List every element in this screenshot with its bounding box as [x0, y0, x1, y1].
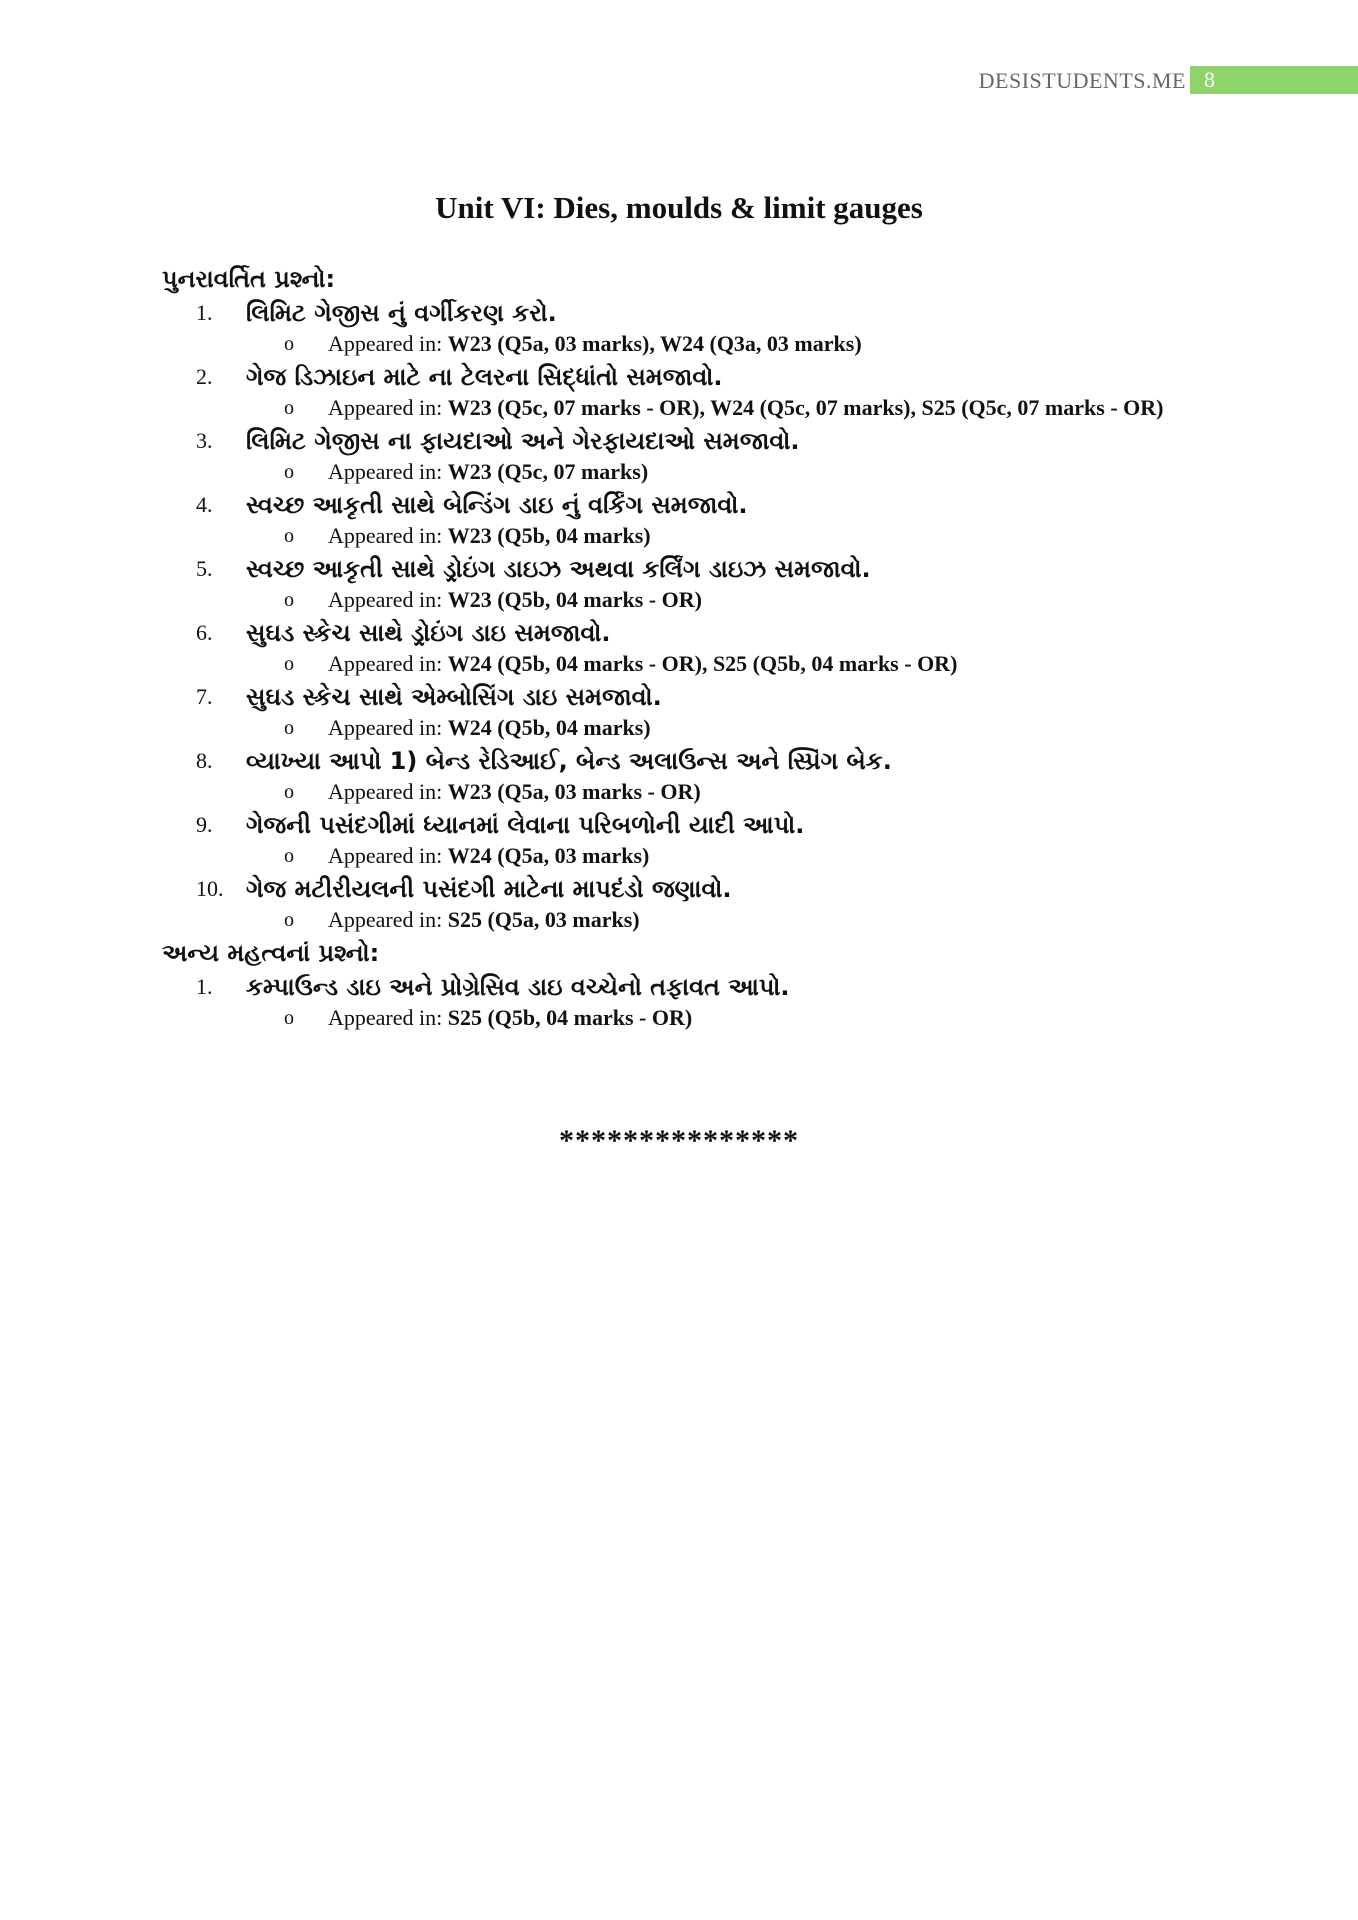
question-text: સુઘડ સ્કેચ સાથે એમ્બોસિંગ ડાઇ સમજાવો. — [246, 683, 662, 711]
question-text: સ્વચ્છ આકૃતી સાથે બેન્ડિંગ ડાઇ નું વર્કિંગ સમજાવો. — [246, 491, 748, 519]
page-header — [0, 66, 1358, 96]
question-number: 9. — [196, 812, 213, 837]
appeared-value: W23 (Q5b, 04 marks) — [447, 523, 651, 548]
appeared-label: Appeared in: — [328, 843, 448, 868]
appeared-value: S25 (Q5a, 03 marks) — [447, 907, 640, 932]
appeared-item — [162, 1004, 1202, 1032]
question-item — [162, 970, 1202, 1004]
question-item — [162, 424, 1202, 458]
question-text: સ્વચ્છ આકૃતી સાથે ડ્રોઇંગ ડાઇઝ અથવા કર્લિંગ ડાઇઝ સમજાવો. — [246, 555, 871, 583]
question-item — [162, 616, 1202, 650]
bullet-icon: o — [284, 333, 294, 355]
question-text: ગેજની પસંદગીમાં ધ્યાનમાં લેવાના પરિબળોની યાદી આપો. — [246, 811, 805, 839]
appeared-value: W23 (Q5b, 04 marks - OR) — [447, 587, 702, 612]
appeared-value: W23 (Q5a, 03 marks - OR) — [447, 779, 701, 804]
appeared-label: Appeared in: — [328, 651, 448, 676]
appeared-value: W23 (Q5a, 03 marks), W24 (Q3a, 03 marks) — [447, 331, 862, 356]
question-text: ગેજ ડિઝાઇન માટે ના ટેલરના સિદ્ધાંતો સમજાવો. — [246, 363, 723, 391]
appeared-label: Appeared in: — [328, 395, 448, 420]
bullet-icon: o — [284, 717, 294, 739]
appeared-item — [162, 842, 1202, 870]
question-text: ગેજ મટીરીયલની પસંદગી માટેના માપદંડો જણાવો. — [246, 875, 732, 903]
appeared-value: W24 (Q5b, 04 marks) — [447, 715, 651, 740]
appeared-label: Appeared in: — [328, 587, 448, 612]
page-number: 8 — [1204, 67, 1215, 92]
question-number: 1. — [196, 974, 213, 999]
question-item — [162, 680, 1202, 714]
question-item — [162, 744, 1202, 778]
question-item — [162, 488, 1202, 522]
bullet-icon: o — [284, 525, 294, 547]
question-item — [162, 552, 1202, 586]
appeared-item — [162, 394, 1202, 422]
appeared-value: W24 (Q5b, 04 marks - OR), S25 (Q5b, 04 marks - OR) — [447, 651, 958, 676]
section-heading-other: અન્ય મહત્વનાં પ્રશ્નો: — [162, 939, 380, 967]
question-item — [162, 808, 1202, 842]
question-text: લિમિટ ગેજીસ ના ફાયદાઓ અને ગેરફાયદાઓ સમજાવો. — [246, 427, 800, 455]
appeared-item — [162, 906, 1202, 934]
appeared-label: Appeared in: — [328, 459, 448, 484]
question-number: 7. — [196, 684, 213, 709]
question-item — [162, 296, 1202, 330]
appeared-value: W24 (Q5a, 03 marks) — [447, 843, 650, 868]
question-number: 5. — [196, 556, 213, 581]
section-heading-repeated: પુનરાવર્તિત પ્રશ્નો: — [162, 265, 336, 293]
appeared-label: Appeared in: — [328, 523, 448, 548]
question-text: વ્યાખ્યા આપો 1) બેન્ડ રેડિઆઈ, બેન્ડ અલાઉન્સ અને સ્પ્રિંગ બેક. — [246, 747, 892, 775]
question-number: 6. — [196, 620, 213, 645]
question-text: કમ્પાઉન્ડ ડાઇ અને પ્રોગ્રેસિવ ડાઇ વચ્ચેનો તફાવત આપો. — [246, 973, 790, 1001]
appeared-item — [162, 650, 1202, 678]
appeared-item — [162, 458, 1202, 486]
appeared-value: W23 (Q5c, 07 marks) — [447, 459, 649, 484]
question-number: 8. — [196, 748, 213, 773]
question-text: સુઘડ સ્કેચ સાથે ડ્રોઇંગ ડાઇ સમજાવો. — [246, 619, 611, 647]
bullet-icon: o — [284, 845, 294, 867]
page-number-box — [1190, 66, 1358, 94]
bullet-icon: o — [284, 397, 294, 419]
appeared-label: Appeared in: — [328, 907, 448, 932]
question-number: 3. — [196, 428, 213, 453]
question-number: 1. — [196, 300, 213, 325]
question-item — [162, 872, 1202, 906]
appeared-label: Appeared in: — [328, 779, 448, 804]
end-separator: *************** — [559, 1124, 799, 1157]
bullet-icon: o — [284, 653, 294, 675]
appeared-label: Appeared in: — [328, 1005, 448, 1030]
bullet-icon: o — [284, 909, 294, 931]
appeared-label: Appeared in: — [328, 715, 448, 740]
question-content — [162, 262, 1202, 1034]
appeared-item — [162, 586, 1202, 614]
appeared-value: W23 (Q5c, 07 marks - OR), W24 (Q5c, 07 marks), S25 (Q5c, 07 marks - OR) — [447, 395, 1164, 420]
bullet-icon: o — [284, 781, 294, 803]
question-number: 4. — [196, 492, 213, 517]
appeared-item — [162, 714, 1202, 742]
appeared-item — [162, 522, 1202, 550]
question-item — [162, 360, 1202, 394]
bullet-icon: o — [284, 1007, 294, 1029]
site-name: DESISTUDENTS.ME — [978, 68, 1186, 93]
question-text: લિમિટ ગેજીસ નું વર્ગીકરણ કરો. — [246, 299, 557, 327]
appeared-label: Appeared in: — [328, 331, 448, 356]
bullet-icon: o — [284, 461, 294, 483]
appeared-item — [162, 330, 1202, 358]
question-number: 10. — [196, 876, 224, 901]
appeared-item — [162, 778, 1202, 806]
question-number: 2. — [196, 364, 213, 389]
unit-title: Unit VI: Dies, moulds & limit gauges — [435, 190, 923, 225]
bullet-icon: o — [284, 589, 294, 611]
appeared-value: S25 (Q5b, 04 marks - OR) — [447, 1005, 693, 1030]
